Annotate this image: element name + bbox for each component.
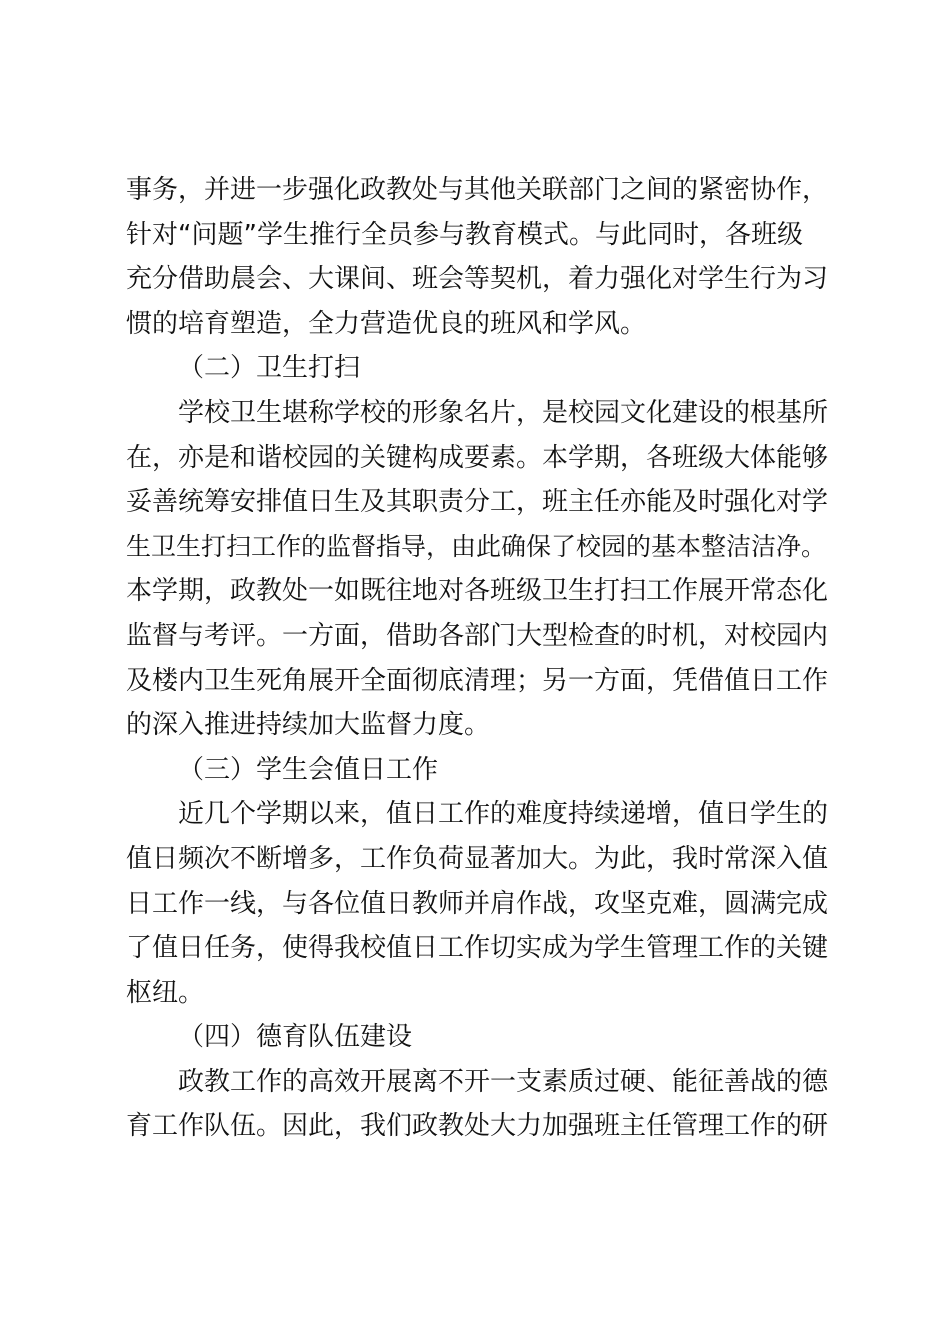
section-heading: （四）德育队伍建设: [178, 1022, 413, 1053]
paragraph-line: 本学期，政教处一如既往地对各班级卫生打扫工作展开常态化: [126, 576, 829, 607]
paragraph-line: 妥善统筹安排值日生及其职责分工，班主任亦能及时强化对学: [126, 487, 829, 518]
paragraph-line: 日工作一线，与各位值日教师并肩作战，攻坚克难，圆满完成: [126, 888, 829, 919]
paragraph-line: 育工作队伍。因此，我们政教处大力加强班主任管理工作的研: [126, 1111, 829, 1142]
paragraph-line: 值日频次不断增多，工作负荷显著加大。为此，我时常深入值: [126, 843, 829, 874]
paragraph-line: 及楼内卫生死角展开全面彻底清理；另一方面，凭借值日工作: [126, 665, 829, 696]
paragraph-line: 枢纽。: [126, 977, 205, 1008]
paragraph-line: 监督与考评。一方面，借助各部门大型检查的时机，对校园内: [126, 620, 829, 651]
paragraph-line: 近几个学期以来，值日工作的难度持续递增，值日学生的: [178, 799, 829, 830]
paragraph-line: 政教工作的高效开展离不开一支素质过硬、能征善战的德: [178, 1066, 829, 1097]
paragraph-line: 生卫生打扫工作的监督指导，由此确保了校园的基本整洁洁净。: [126, 531, 827, 561]
paragraph-line: 了值日任务，使得我校值日工作切实成为学生管理工作的关键: [126, 933, 829, 964]
section-heading: （二）卫生打扫: [178, 353, 361, 384]
section-heading: （三）学生会值日工作: [178, 754, 439, 785]
paragraph-line: 事务，并进一步强化政教处与其他关联部门之间的紧密协作，: [126, 175, 829, 205]
paragraph-line: 惯的培育塑造，全力营造优良的班风和学风。: [126, 308, 647, 339]
paragraph-line: 在，亦是和谐校园的关键构成要素。本学期，各班级大体能够: [126, 442, 829, 473]
document-body: [126, 168, 838, 1149]
paragraph-line: 充分借助晨会、大课间、班会等契机，着力强化对学生行为习: [126, 264, 829, 295]
paragraph-line: 的深入推进持续加大监督力度。: [126, 710, 491, 741]
paragraph-line: 针对“问题”学生推行全员参与教育模式。与此同时，各班级: [126, 219, 803, 250]
paragraph-line: 学校卫生堪称学校的形象名片，是校园文化建设的根基所: [178, 397, 829, 428]
